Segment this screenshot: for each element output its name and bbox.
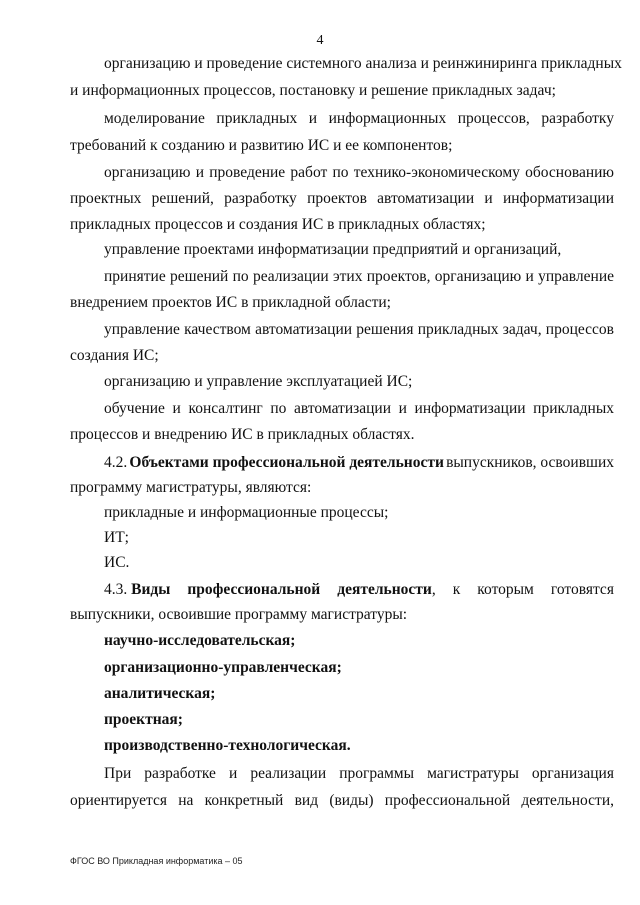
objects-item-3: ИС. <box>104 554 130 571</box>
list-item-6-line-2: создания ИС; <box>70 347 159 364</box>
list-item-2-line-2: требований к созданию и развитию ИС и ее компонентов; <box>70 137 453 154</box>
section-4-3-word-gotovyatsya: готовятся <box>550 581 614 598</box>
list-item-3-line-3: прикладных процессов и создания ИС в прикладных областях; <box>70 216 486 233</box>
list-item-2-line-1: моделирование прикладных и информационных процессов, разработку <box>104 110 614 127</box>
document-footer: ФГОС ВО Прикладная информатика – 05 <box>70 856 243 866</box>
list-item-4-line-1: управление проектами информатизации предприятий и организаций, <box>104 241 562 258</box>
section-4-3-bold-word-1: Виды <box>131 581 171 598</box>
section-4-3-bold-word-2: профессиональной <box>187 581 321 598</box>
page-number: 4 <box>316 33 324 48</box>
section-4-3-word-kotorym: которым <box>477 581 534 598</box>
activity-type-4: проектная; <box>104 711 183 728</box>
closing-line-1: При разработке и реализации программы магистратуры организация <box>104 765 614 782</box>
section-4-2-rest: выпускников, освоивших <box>446 454 614 471</box>
list-item-3-line-2: проектных решений, разработку проектов автоматизации и информатизации <box>70 190 614 207</box>
list-item-8-line-1: обучение и консалтинг по автоматизации и информатизации прикладных <box>104 400 614 417</box>
list-item-7-line-1: организацию и управление эксплуатацией ИС; <box>104 373 413 390</box>
section-4-3-comma: , <box>431 581 436 598</box>
section-4-3-word-k: к <box>452 581 461 598</box>
section-4-3-number: 4.3. <box>104 581 128 598</box>
list-item-3-line-1: организацию и проведение работ по технико-экономическому обоснованию <box>104 164 614 181</box>
section-4-2-line-2: программу магистратуры, являются: <box>70 479 312 496</box>
list-item-8-line-2: процессов и внедрению ИС в прикладных областях. <box>70 426 415 443</box>
activity-type-2: организационно-управленческая; <box>104 659 342 676</box>
section-4-3-bold-word-3: деятельности <box>337 581 432 598</box>
objects-item-1: прикладные и информационные процессы; <box>104 504 389 521</box>
list-item-1-line-2: и информационных процессов, постановку и решение прикладных задач; <box>70 82 556 99</box>
section-4-3-bold-word-3-wrap <box>337 580 435 600</box>
section-4-2-line-1 <box>104 453 614 473</box>
section-4-2-heading: Объектами профессиональной деятельности <box>129 454 444 471</box>
list-item-5-line-2: внедрением проектов ИС в прикладной области; <box>70 294 391 311</box>
list-item-5-line-1: принятие решений по реализации этих проектов, организацию и управление <box>104 268 614 285</box>
section-4-3-line-2: выпускники, освоившие программу магистратуры: <box>70 606 408 623</box>
objects-item-2: ИТ; <box>104 529 129 546</box>
section-4-2-number: 4.2. <box>104 454 128 471</box>
list-item-6-line-1: управление качеством автоматизации решения прикладных задач, процессов <box>104 321 614 338</box>
closing-line-2: ориентируется на конкретный вид (виды) профессиональной деятельности, <box>70 792 614 809</box>
section-4-3-number-and-word <box>104 580 170 600</box>
section-4-3-line-1 <box>104 580 614 600</box>
activity-type-5: производственно-технологическая. <box>104 737 351 754</box>
activity-type-3: аналитическая; <box>104 685 216 702</box>
activity-type-1: научно-исследовательская; <box>104 632 296 649</box>
list-item-1-line-1: организацию и проведение системного анализа и реинжиниринга прикладных <box>104 55 622 72</box>
